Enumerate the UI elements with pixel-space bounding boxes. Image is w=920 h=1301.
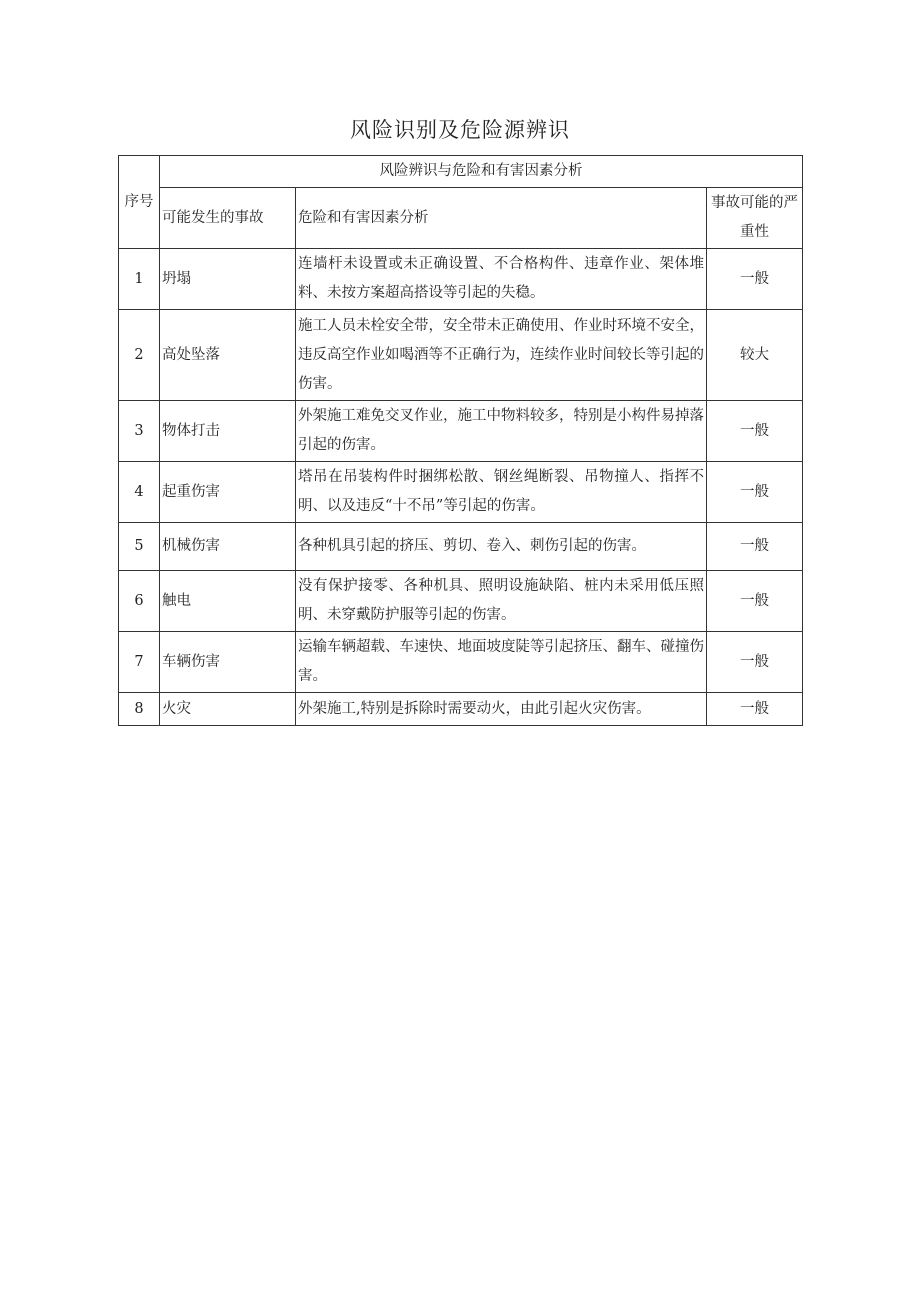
row-accident: 物体打击 (160, 401, 296, 462)
row-analysis: 运输车辆超载、车速快、地面坡度陡等引起挤压、翻车、碰撞伤害。 (296, 632, 707, 693)
row-accident: 触电 (160, 571, 296, 632)
table-row (119, 462, 803, 523)
row-severity: 较大 (707, 310, 803, 401)
row-severity: 一般 (707, 401, 803, 462)
row-index: 1 (119, 249, 160, 310)
header-analysis: 危险和有害因素分析 (296, 188, 707, 249)
table-row (119, 401, 803, 462)
table-row (119, 523, 803, 571)
row-accident: 高处坠落 (160, 310, 296, 401)
row-severity: 一般 (707, 523, 803, 571)
table-row (119, 693, 803, 726)
table-row (119, 571, 803, 632)
row-accident: 车辆伤害 (160, 632, 296, 693)
document-title: 风险识别及危险源辨识 (350, 118, 570, 142)
row-index: 3 (119, 401, 160, 462)
row-analysis: 连墙杆未设置或未正确设置、不合格构件、违章作业、架体堆料、未按方案超高搭设等引起的失稳。 (296, 249, 707, 310)
row-accident: 机械伤害 (160, 523, 296, 571)
header-accident: 可能发生的事故 (160, 188, 296, 249)
header-severity: 事故可能的严重性 (707, 188, 803, 249)
row-analysis: 没有保护接零、各种机具、照明设施缺陷、桩内未采用低压照明、未穿戴防护服等引起的伤害。 (296, 571, 707, 632)
row-index: 6 (119, 571, 160, 632)
row-index: 8 (119, 693, 160, 726)
row-analysis: 外架施工难免交叉作业，施工中物料较多，特别是小构件易掉落引起的伤害。 (296, 401, 707, 462)
header-group: 风险辨识与危险和有害因素分析 (160, 156, 803, 188)
row-analysis: 外架施工,特别是拆除时需要动火，由此引起火灾伤害。 (296, 693, 707, 726)
row-accident: 起重伤害 (160, 462, 296, 523)
row-index: 5 (119, 523, 160, 571)
header-index: 序号 (119, 156, 160, 249)
header-row-1 (119, 156, 803, 188)
row-index: 7 (119, 632, 160, 693)
row-severity: 一般 (707, 249, 803, 310)
table-row (119, 310, 803, 401)
row-analysis: 各种机具引起的挤压、剪切、卷入、刺伤引起的伤害。 (296, 523, 707, 571)
row-index: 4 (119, 462, 160, 523)
row-severity: 一般 (707, 693, 803, 726)
row-analysis: 塔吊在吊装构件时捆绑松散、钢丝绳断裂、吊物撞人、指挥不明、以及违反“十不吊”等引起的伤害。 (296, 462, 707, 523)
risk-table (118, 155, 803, 726)
row-accident: 坍塌 (160, 249, 296, 310)
row-severity: 一般 (707, 571, 803, 632)
row-severity: 一般 (707, 462, 803, 523)
row-accident: 火灾 (160, 693, 296, 726)
row-analysis: 施工人员未栓安全带，安全带未正确使用、作业时环境不安全，违反高空作业如喝酒等不正确行为，连续作业时间较长等引起的伤害。 (296, 310, 707, 401)
header-row-2 (119, 188, 803, 249)
row-severity: 一般 (707, 632, 803, 693)
table-row (119, 249, 803, 310)
row-index: 2 (119, 310, 160, 401)
table-row (119, 632, 803, 693)
